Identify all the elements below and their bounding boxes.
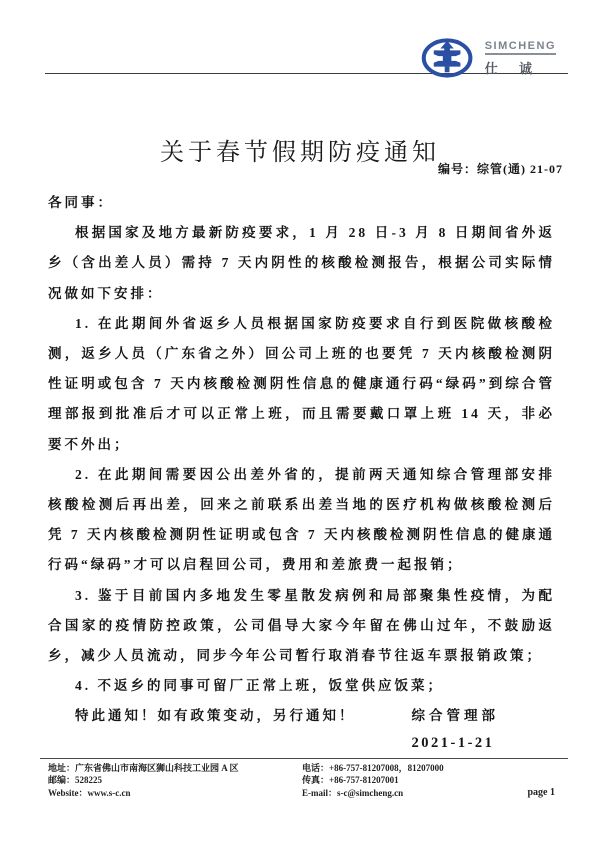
notice-body (48, 188, 555, 732)
phone-value: +86-757-81207008，81207000 (329, 763, 444, 773)
signature-date: 2021-1-21 (411, 735, 495, 751)
signature-department: 综合管理部 (411, 708, 499, 723)
brand-wordmark-cn: 仕 诚 (484, 60, 541, 76)
item-1-paragraph: 1. 在此期间外省返乡人员根据国家防疫要求自行到医院做核酸检测，返乡人员（广东省之外）回公司上班的也要凭 7 天内核酸检测阴性证明或包含 7 天内核酸检测阴性信息的健康通行码“绿码”到综合管理部报到批准后才可以正常上班，而且需要戴口罩上班 14 天，非必要不外出； (48, 315, 555, 452)
address-value: 广东省佛山市南海区狮山科技工业园 A 区 (75, 763, 239, 773)
signature-block (412, 703, 500, 757)
fax-value: +86-757-81207001 (329, 775, 399, 786)
zip-value: 528225 (75, 775, 103, 786)
closing-paragraph: 特此通知！如有政策变动，另行通知！ (75, 708, 356, 724)
email-value: s-c@simcheng.cn (337, 787, 404, 798)
item-4-paragraph: 4. 不返乡的同事可留厂正常上班，饭堂供应饭菜； (75, 678, 444, 694)
company-logo (420, 38, 556, 78)
footer-address-row (48, 762, 302, 774)
brand-text-block (485, 40, 556, 77)
page-number: page 1 (527, 786, 555, 798)
footer-right-column (302, 762, 499, 799)
footer-divider (40, 758, 568, 759)
document-number: 编号：综管(通) 21-07 (438, 162, 563, 176)
footer-website-row (48, 787, 302, 799)
footer-email-row (302, 787, 499, 799)
salutation: 各同事： (48, 195, 114, 210)
footer-zip-row (48, 774, 302, 786)
zip-label: 邮编： (48, 775, 76, 786)
sc-emblem-icon (420, 38, 478, 78)
footer-left-column (48, 762, 302, 799)
phone-label: 电话： (302, 763, 330, 773)
website-value: www.s-c.cn (87, 787, 131, 798)
fax-label: 传真： (302, 775, 330, 786)
item-3-paragraph: 3. 鉴于目前国内多地发生零星散发病例和局部聚集性疫情，为配合国家的疫情防控政策，公司倡导大家今年留在佛山过年，不鼓励返乡，减少人员流动，同步今年公司暂行取消春节往返车票报销政策； (48, 587, 555, 664)
footer-phone-row (302, 762, 499, 774)
brand-wordmark-en: SIMCHENG (485, 40, 556, 55)
website-label: Website： (48, 787, 88, 798)
footer-fax-row (302, 774, 499, 786)
address-label: 地址： (48, 763, 76, 773)
email-label: E-mail： (302, 787, 337, 798)
notice-title: 关于春节假期防疫通知 (160, 140, 440, 167)
footer (48, 762, 555, 799)
intro-paragraph: 根据国家及地方最新防疫要求，1 月 28 日-3 月 8 日期间省外返乡（含出差人员）需持 7 天内阴性的核酸检测报告，根据公司实际情况做如下安排： (48, 225, 555, 301)
item-2-paragraph: 2. 在此期间需要因公出差外省的，提前两天通知综合管理部安排核酸检测后再出差，回来之前联系出差当地的医疗机构做核酸检测后凭 7 天内核酸检测阴性证明或包含 7 天内核酸检测阴性信息的健康通行码“绿码”才可以启程回公司，费用和差旅费一起报销； (48, 466, 555, 573)
